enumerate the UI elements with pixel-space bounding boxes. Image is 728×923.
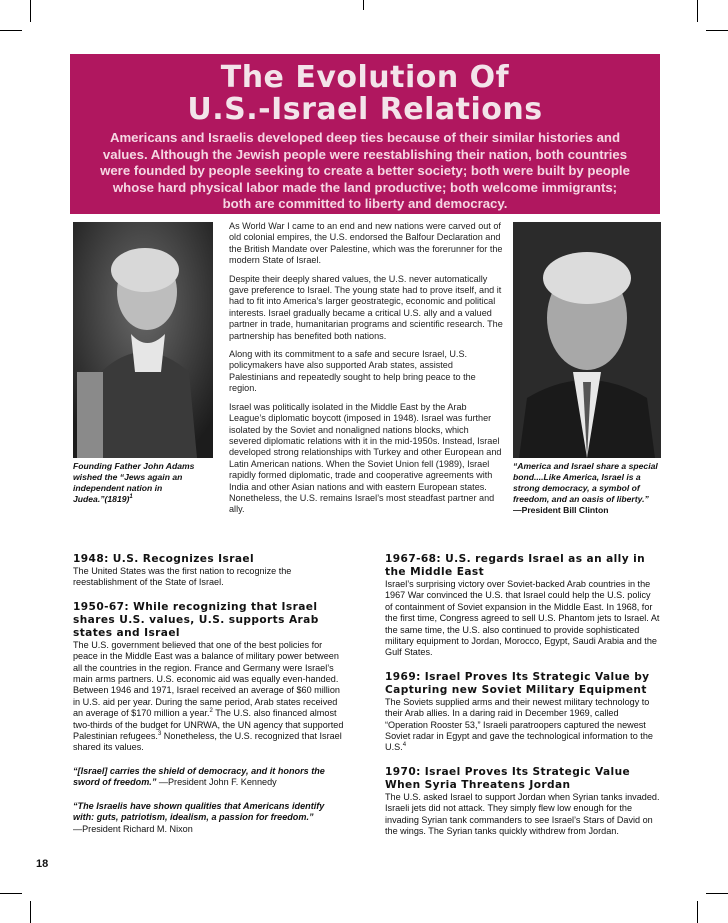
crop-mark (0, 893, 22, 894)
crop-mark (706, 30, 728, 31)
bill-clinton-portrait (513, 222, 661, 458)
section-heading-1950-67: 1950-67: While recognizing that Israel shares U.S. values, U.S. supports Arab states and Israel (73, 600, 319, 639)
kennedy-quote-block (73, 766, 348, 789)
section-text-1967-68: Israel’s surprising victory over Soviet-backed Arab countries in the 1967 War convinced the U.S. that Israel could help the U.S. policy of containment of Soviet expansion in the Middle East. In 1968, for the first time, Congress agreed to sell U.S. Phantom jets to Israel. At the same time, the U.S. also continued to provide sophisticated military equipment to Jordan, Morocco, Egypt, Saudi Arabia and the Gulf States. (385, 579, 660, 658)
section-text-part: Nonetheless, the U.S. recognized that Israel shared its values. (73, 731, 342, 753)
crop-mark (30, 901, 31, 923)
center-paragraph: Along with its commitment to a safe and secure Israel, U.S. policymakers have also supported Arab states, assisted Palestinians and repeatedly sought to help bring peace to the region. (229, 349, 476, 394)
section-heading-1970: 1970: Israel Proves Its Strategic Value When Syria Threatens Jordan (385, 765, 631, 791)
page-title: The Evolution Of (220, 60, 510, 95)
section-heading-1969: 1969: Israel Proves Its Strategic Value by Capturing new Soviet Military Equipment (385, 670, 650, 696)
nixon-quote-block (73, 801, 348, 835)
center-paragraph: Despite their deeply shared values, the U.S. never automatically gave preference to Israel. The young state had to prove itself, and it had to fit into America’s larger geostrategic, economic and political interests. Israel gradually became a critical U.S. ally and a valued partner in trade, humanitarian programs and scientific research. The partnership has benefited both nations. (229, 273, 503, 341)
section-heading-1948: 1948: U.S. Recognizes Israel (73, 553, 255, 565)
footnote-1: 1 (129, 494, 133, 501)
timeline-right-column (385, 553, 660, 850)
section-heading-1967-68: 1967-68: U.S. regards Israel as an ally in the Middle East (385, 553, 646, 578)
crop-mark (697, 0, 698, 22)
kennedy-quote: “[Israel] carries the shield of democracy, and it honors the sword of freedom.” (73, 765, 325, 788)
section-text-part: The U.S. government believed that one of the best policies for peace in the Middle East was a balance of military power between all the countries in the region. France and Germany were Israel’s main arms partners. U.S. economic aid was equally even-handed. Between 1946 and 1971, Israel received an average of $60 million in U.S. aid per year. During the same period, Arab states received an average of $170 million a year. (73, 639, 340, 719)
footnote-3: 3 (157, 731, 162, 738)
nixon-attribution: —President Richard M. Nixon (73, 823, 193, 834)
timeline-left-column (73, 553, 348, 847)
page-number: 18 (36, 858, 49, 870)
clinton-quote: “America and Israel share a special bond....Like America, Israel is a strong democracy, a symbol of freedom, and an oasis of liberty.” (513, 461, 658, 504)
crop-mark (706, 893, 728, 894)
john-adams-portrait (73, 222, 213, 458)
section-text-1969 (385, 697, 660, 754)
crop-mark (30, 0, 31, 22)
crop-mark (363, 0, 364, 10)
intro-text: Americans and Israelis developed deep ties because of their similar histories and values. Although the Jewish people were reestablishing their nation, both countries were founded by people seeking to create a better society; both were built by people whose hard physical labor made the land productive; both welcome immigrants; both are committed to liberty and democracy. (100, 130, 630, 211)
adams-caption (73, 461, 218, 505)
section-text-1948: The United States was the first nation to recognize the reestablishment of the State of Israel. (73, 566, 292, 588)
footnote-4: 4 (402, 742, 407, 749)
section-text-part: The U.S. also financed almost two-thirds of the budget for UNRWA, the UN agency that supported Palestinian refugees. (73, 708, 344, 742)
crop-mark (0, 30, 22, 31)
adams-caption-text: Founding Father John Adams wished the “Jews again an independent nation in Judea.”(1819) (73, 461, 195, 504)
section-text-part: The Soviets supplied arms and their newest military technology to their Arab allies. In a daring raid in December 1969, called “Operation Rooster 53,” Israeli paratroopers captured the newest Soviet radar in Egypt and gave the technological information to the U.S. (385, 696, 653, 753)
kennedy-attribution: —President John F. Kennedy (156, 777, 277, 788)
section-text-1950-67 (73, 640, 348, 754)
center-paragraph: As World War I came to an end and new nations were carved out of old colonial empires, the U.S. endorsed the Balfour Declaration and the British Mandate over Palestine, which was the forerunner for the modern State of Israel. (229, 221, 503, 266)
center-text-column (229, 221, 503, 523)
center-paragraph: Israel was politically isolated in the Middle East by the Arab League’s diplomatic boycott (imposed in 1948). Israel was further isolated by the Soviet and nonaligned nations blocks, which severed diplomatic relations with it in the mid-1950s. Instead, Israel developed strong relationships with Turkey and other European and Latin American nations. When the Soviet Union fell (1989), Israel rapidly formed diplomatic, trade and cooperative agreements with India and other Asian nations and with eastern European states. Nonetheless, the U.S. remains Israel’s most steadfast partner and ally. (229, 401, 502, 515)
nixon-quote: “The Israelis have shown qualities that Americans identify with: guts, patriotism, idealism, a passion for freedom.” (73, 800, 325, 823)
crop-mark (697, 901, 698, 923)
footnote-2: 2 (209, 708, 213, 715)
clinton-caption (513, 461, 663, 516)
page-title-line2: U.S.-Israel Relations (187, 92, 543, 127)
title-banner (70, 54, 660, 214)
clinton-attribution: —President Bill Clinton (513, 505, 609, 515)
section-text-1970: The U.S. asked Israel to support Jordan when Syrian tanks invaded. Israeli jets did not attack. They simply flew low enough for the invading Syrian tank commanders to see Israel’s Stars of David on the wings. The Syrian tanks quickly withdrew from Jordan. (385, 791, 660, 837)
